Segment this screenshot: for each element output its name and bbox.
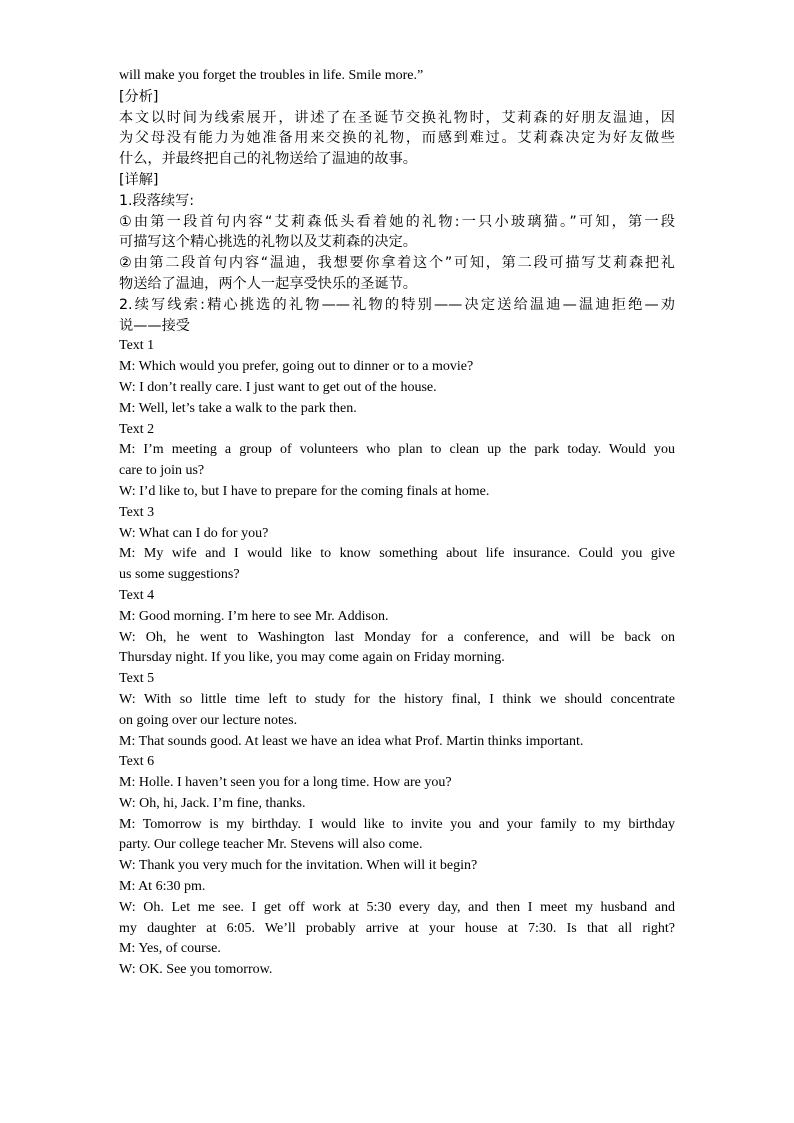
text-line: W: Oh. Let me see. I get off work at 5:30 every day, and then I meet my husband and [119,899,675,915]
text-line: party. Our college teacher Mr. Stevens will also come. [119,837,423,853]
text-line: ①由第一段首句内容“艾莉森低头看着她的礼物:一只小玻璃猫。”可知，第一段 [119,213,675,230]
document-page [119,66,675,981]
text-line: [详解] [119,171,159,188]
text-line: Text 3 [119,504,155,520]
text-line: 1.段落续写: [119,192,195,209]
text-line: W: OK. See you tomorrow. [119,962,273,978]
text-line: us some suggestions? [119,567,240,583]
text-line: Text 4 [119,587,155,603]
text-line: M: Holle. I haven’t seen you for a long time. How are you? [119,775,452,791]
text-line: 说——接受 [119,317,190,334]
text-line: 为父母没有能力为她准备用来交换的礼物，而感到难过。艾莉森决定为好友做些 [119,130,675,147]
text-line: M: At 6:30 pm. [119,879,206,895]
text-line: W: With so little time left to study for the history final, I think we should concentrate [119,691,675,707]
text-line: W: I’d like to, but I have to prepare for the coming finals at home. [119,483,490,499]
text-line: M: Which would you prefer, going out to dinner or to a movie? [119,359,474,375]
text-line: 2.续写线索:精心挑选的礼物——礼物的特别——决定送给温迪—温迪拒绝—劝 [119,296,675,313]
text-line: [分析] [119,88,159,105]
text-line: M: I’m meeting a group of volunteers who plan to clean up the park today. Would you [119,442,675,458]
text-line: my daughter at 6:05. We’ll probably arrive at your house at 7:30. Is that all right? [119,920,675,936]
text-line: 物送给了温迪，两个人一起享受快乐的圣诞节。 [119,275,417,292]
text-line: W: Oh, hi, Jack. I’m fine, thanks. [119,795,306,811]
text-line: W: Thank you very much for the invitation. When will it begin? [119,858,478,874]
text-line: M: That sounds good. At least we have an idea what Prof. Martin thinks important. [119,733,584,749]
text-line: Text 2 [119,421,155,437]
text-line: care to join us? [119,463,205,479]
text-line: M: Good morning. I’m here to see Mr. Addison. [119,608,389,624]
text-line: M: My wife and I would like to know something about life insurance. Could you give [119,546,675,562]
text-line: 可描写这个精心挑选的礼物以及艾莉森的决定。 [119,234,417,251]
text-line: M: Yes, of course. [119,941,221,957]
text-line: on going over our lecture notes. [119,712,298,728]
text-line: ②由第二段首句内容“温迪，我想要你拿着这个”可知，第二段可描写艾莉森把礼 [119,255,675,272]
text-line: W: What can I do for you? [119,525,269,541]
text-line: W: Oh, he went to Washington last Monday for a conference, and will be back on [119,629,675,645]
text-line: Thursday night. If you like, you may come again on Friday morning. [119,650,505,666]
text-line: W: I don’t really care. I just want to get out of the house. [119,379,437,395]
text-line: will make you forget the troubles in life. Smile more.” [119,68,424,83]
text-line: M: Well, let’s take a walk to the park then. [119,400,357,416]
text-line: Text 1 [119,338,155,354]
text-line: 什么，并最终把自己的礼物送给了温迪的故事。 [119,151,417,168]
text-line: Text 6 [119,754,155,770]
text-line: Text 5 [119,671,155,687]
text-line: M: Tomorrow is my birthday. I would like to invite you and your family to my birthday [119,816,675,832]
text-line: 本文以时间为线索展开，讲述了在圣诞节交换礼物时，艾莉森的好朋友温迪，因 [119,109,675,126]
